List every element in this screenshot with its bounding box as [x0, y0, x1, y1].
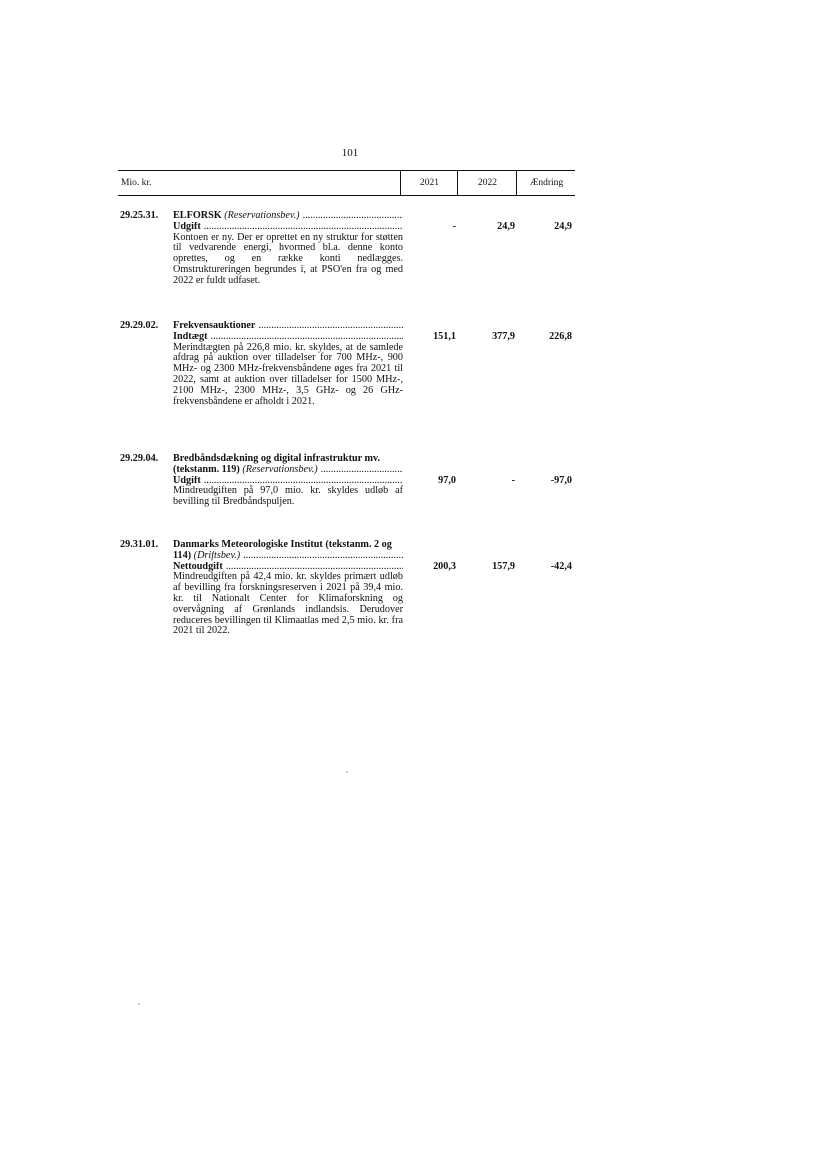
value-2022: - [511, 475, 515, 486]
account-code: 29.31.01. [120, 539, 159, 550]
scan-speck [346, 771, 348, 773]
entry-title: Danmarks Meteorologiske Institut (tekstanm. 2 og [173, 539, 392, 550]
value-2021: 200,3 [433, 561, 456, 572]
title-line [173, 465, 403, 476]
year-2021-header: 2021 [400, 171, 458, 195]
entry-text [173, 321, 403, 407]
entry-description: Mindreudgiften på 97,0 mio. kr. skyldes udløb af bevilling til Bredbåndspuljen. [173, 485, 403, 508]
account-code: 29.29.02. [120, 320, 159, 331]
page-number: 101 [341, 147, 359, 159]
entry-note: (Driftsbev.) [193, 550, 241, 561]
year-2022-header: 2022 [457, 171, 517, 195]
entry-title: ELFORSK [173, 211, 222, 221]
account-code: 29.29.04. [120, 453, 159, 464]
value-2021: - [452, 221, 456, 232]
table-header [118, 170, 575, 196]
scan-speck [138, 1003, 140, 1005]
value-2022: 157,9 [492, 561, 515, 572]
entry-note: (Reservationsbev.) [242, 464, 318, 475]
entry-title: Bredbåndsdækning og digital infrastruktur mv. [173, 453, 381, 464]
entry-text [173, 540, 403, 637]
line-label: Nettoudgift [173, 561, 223, 572]
line-label: Udgift [173, 475, 201, 486]
entry-description: Merindtægten på 226,8 mio. kr. skyldes, at de samlede afdrag på auktion over tilladelser for 700 MHz-, 900 MHz- og 2300 MHz-frekvensbåndene øges fra 2021 til 2022, samt at auktion over tilladelser for 1500 MHz-, 2100 MHz-, 2300 MHz-, 3,5 GHz- og 26 GHz-frekvensbåndene er afholdt i 2021. [173, 341, 403, 407]
value-change: 226,8 [549, 331, 572, 342]
label-line [173, 222, 403, 233]
value-change: 24,9 [554, 221, 572, 232]
entry-title-cont: (tekstanm. 119) [173, 464, 240, 475]
entry-description: Mindreudgiften på 42,4 mio. kr. skyldes primært udløb af bevilling fra forskningsreserven i 2021 på 39,4 mio. kr. til Nationalt Center for Klimaforskning og overvågning af Grønlands indlandsis. Derudover reduceres bevillingen til Klimaatlas med 2,5 mio. kr. fra 2021 til 2022. [173, 571, 403, 637]
line-label: Indtægt [173, 331, 208, 342]
label-line [173, 332, 403, 343]
line-label: Udgift [173, 221, 201, 232]
title-line [173, 321, 403, 332]
entry-title: Frekvensauktioner [173, 321, 256, 331]
title-line [173, 211, 403, 222]
value-2022: 377,9 [492, 331, 515, 342]
account-code: 29.25.31. [120, 210, 159, 221]
entry-note: (Reservationsbev.) [224, 211, 300, 221]
entry-text [173, 454, 403, 508]
value-2022: 24,9 [497, 221, 515, 232]
value-change: -42,4 [550, 561, 572, 572]
change-header: Ændring [516, 171, 576, 195]
value-2021: 151,1 [433, 331, 456, 342]
title-line [173, 551, 403, 562]
value-2021: 97,0 [438, 475, 456, 486]
value-change: -97,0 [550, 475, 572, 486]
unit-header: Mio. kr. [121, 178, 152, 188]
entry-description: Kontoen er ny. Der er oprettet en ny struktur for støtten til vedvarende energi, hvormed bl.a. denne konto oprettes, og en række konti nedlægges. Omstruktureringen begrundes i, at PSO'en fra og med 2022 er fuldt udfaset. [173, 231, 403, 286]
entry-text [173, 211, 403, 287]
entry-title-cont: 114) [173, 550, 192, 561]
